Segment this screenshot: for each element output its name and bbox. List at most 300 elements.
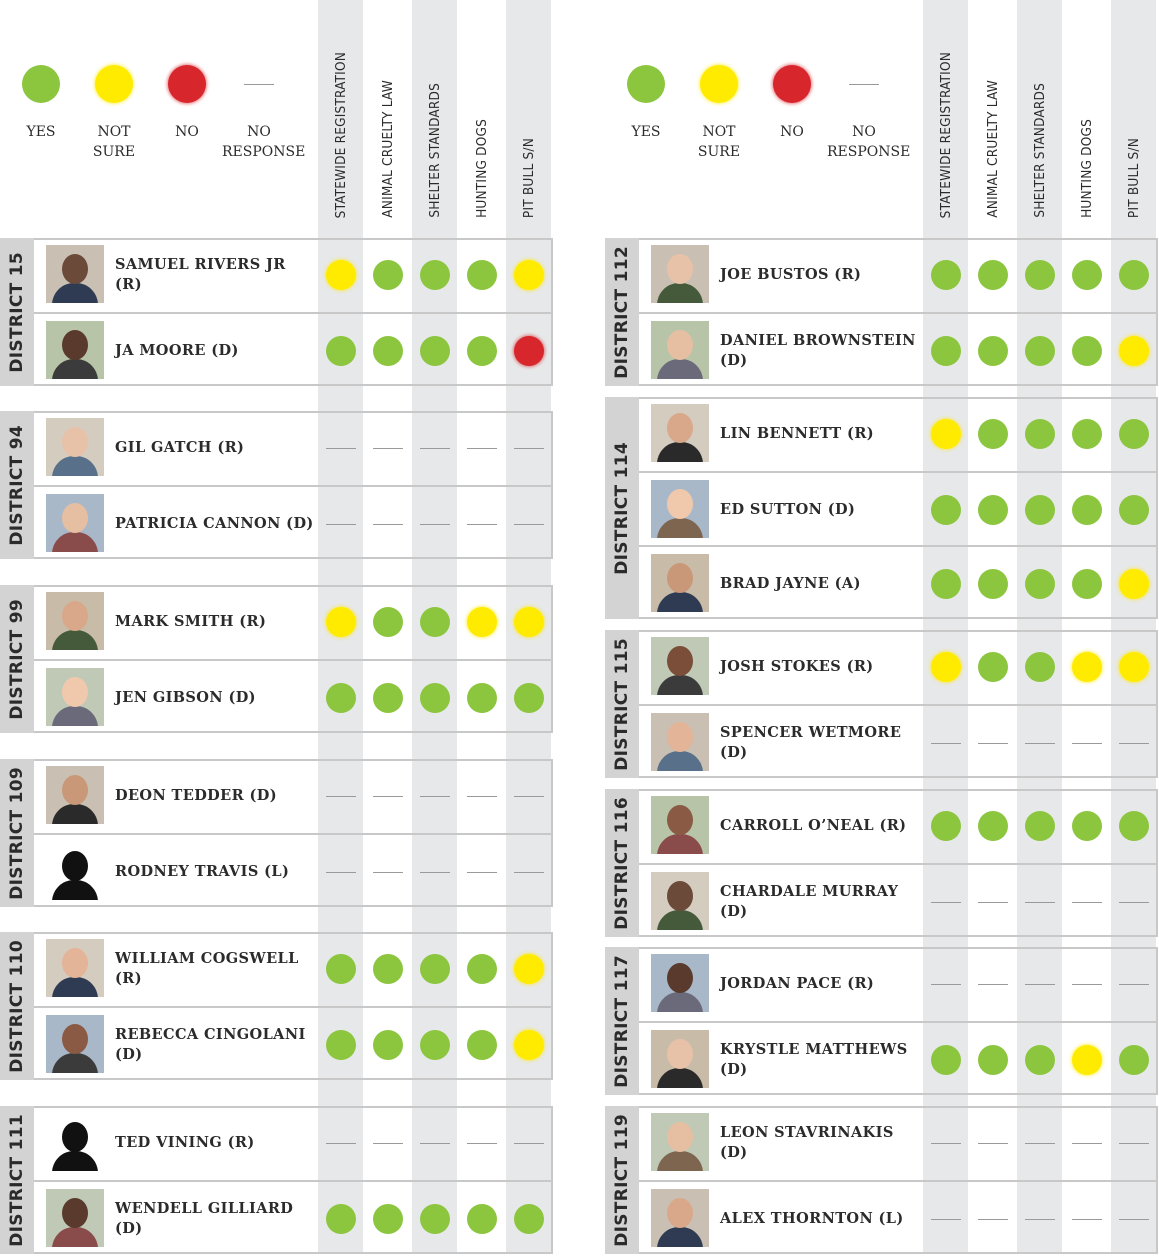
yes-dot (420, 260, 450, 290)
response-cell (318, 759, 363, 833)
candidate-name: JOSH STOKES (R) (720, 658, 874, 675)
candidate-photo (46, 939, 104, 997)
candidate-name: DEON TEDDER (D) (115, 787, 277, 804)
response-cell (506, 238, 551, 312)
district-label-bar (0, 1106, 34, 1254)
yes-dot (326, 1204, 356, 1234)
candidate-name: WENDELL GILLIARD (D) (115, 1200, 294, 1237)
yes-dot (326, 954, 356, 984)
portrait-face (62, 503, 88, 533)
response-cell (970, 238, 1015, 312)
legend-label-line: RESPONSE (222, 144, 306, 160)
yes-dot (931, 336, 961, 366)
portrait-face (667, 963, 693, 993)
column-header (412, 0, 457, 218)
response-cell (506, 661, 551, 735)
candidate-name: SPENCER WETMORE (D) (720, 724, 902, 761)
response-cell (412, 759, 457, 833)
candidate-row (639, 863, 1158, 939)
response-cell (923, 547, 968, 621)
response-cell (1111, 789, 1156, 863)
column-header-label: SHELTER STANDARDS (426, 83, 443, 218)
response-cell (1017, 630, 1062, 704)
portrait-face (667, 881, 693, 911)
response-cell (1111, 1182, 1156, 1256)
portrait-shoulders (52, 630, 98, 650)
legend-item-no (755, 62, 829, 142)
yes-dot (420, 954, 450, 984)
column-header-label: STATEWIDE REGISTRATION (937, 51, 954, 218)
response-cell (970, 547, 1015, 621)
yes-dot (1119, 419, 1149, 449)
yes-dot (931, 569, 961, 599)
candidate-name: GIL GATCH (R) (115, 439, 245, 456)
response-cell (412, 1008, 457, 1082)
no-dot (168, 65, 206, 103)
no-response-dash (849, 84, 879, 85)
legend-item-no-response (222, 62, 306, 162)
district-label-bar (605, 630, 639, 778)
response-cell (1111, 1023, 1156, 1097)
response-cell (1017, 865, 1062, 939)
candidate-name: RODNEY TRAVIS (L) (115, 863, 290, 880)
response-cell (970, 789, 1015, 863)
yes-dot (373, 1030, 403, 1060)
district-label-bar (0, 932, 34, 1080)
yes-dot (978, 260, 1008, 290)
yes-dot (931, 495, 961, 525)
yes-dot (373, 683, 403, 713)
response-cell (506, 411, 551, 485)
no-response-dash (373, 524, 403, 525)
response-cell (1064, 473, 1109, 547)
candidate-photo (46, 592, 104, 650)
yes-dot (1072, 336, 1102, 366)
legend-label-line: NOT (702, 124, 736, 140)
column-header-label: SHELTER STANDARDS (1031, 83, 1048, 218)
response-cell (412, 487, 457, 561)
legend-label (755, 122, 829, 142)
response-cell (365, 411, 410, 485)
yes-dot (467, 683, 497, 713)
candidate-photo (46, 494, 104, 552)
candidate-name: LIN BENNETT (R) (720, 425, 875, 442)
no-response-dash (1072, 902, 1102, 903)
yes-dot (1025, 569, 1055, 599)
response-cell (365, 661, 410, 735)
district-group (605, 789, 1158, 937)
silhouette-body (52, 880, 98, 900)
response-cell (459, 314, 504, 388)
yes-dot (467, 1030, 497, 1060)
portrait-shoulders (657, 1068, 703, 1088)
district-label: DISTRICT 114 (612, 441, 632, 575)
column-header (970, 0, 1015, 218)
portrait-face (667, 1198, 693, 1228)
no-response-dash (244, 84, 274, 85)
portrait-shoulders (52, 359, 98, 379)
response-cell (506, 1182, 551, 1256)
not-sure-dot (700, 65, 738, 103)
legend-label-line: NOT (97, 124, 131, 140)
response-cell (1111, 238, 1156, 312)
response-cell (506, 487, 551, 561)
no-response-dash (978, 984, 1008, 985)
yes-dot (1025, 811, 1055, 841)
response-cell (318, 585, 363, 659)
column-header (506, 0, 551, 218)
not-sure-dot (326, 607, 356, 637)
yes-dot (1119, 260, 1149, 290)
legend-label-line: NO (852, 124, 876, 140)
response-cell (1111, 397, 1156, 471)
response-cell (459, 835, 504, 909)
candidate-photo (651, 245, 709, 303)
response-cell (1064, 238, 1109, 312)
portrait-face (667, 330, 693, 360)
legend-label-line: NO (247, 124, 271, 140)
district-group (0, 759, 553, 907)
no-response-dash (326, 872, 356, 873)
response-cell (412, 314, 457, 388)
response-cell (923, 397, 968, 471)
yes-dot (420, 607, 450, 637)
yes-dot (326, 683, 356, 713)
no-response-dash (1119, 984, 1149, 985)
legend-label-line: NO (780, 124, 804, 140)
legend-label (609, 122, 683, 142)
portrait-face (62, 775, 88, 805)
yes-dot (373, 1204, 403, 1234)
yes-dot (1072, 495, 1102, 525)
candidate-row (639, 947, 1158, 1021)
candidate-photo (651, 554, 709, 612)
yes-dot (931, 1045, 961, 1075)
portrait-face (62, 677, 88, 707)
response-cell (970, 314, 1015, 388)
response-cell (923, 865, 968, 939)
candidate-name: JA MOORE (D) (115, 342, 239, 359)
column-header-label: ANIMAL CRUELTY LAW (984, 80, 1001, 218)
response-cell (1064, 1182, 1109, 1256)
district-label-bar (0, 411, 34, 559)
response-cell (459, 238, 504, 312)
column-header-label: STATEWIDE REGISTRATION (332, 51, 349, 218)
yes-dot (1072, 569, 1102, 599)
column-header-label: HUNTING DOGS (1078, 119, 1095, 218)
no-dot (514, 336, 544, 366)
response-cell (1111, 314, 1156, 388)
response-cell (1017, 1106, 1062, 1180)
column-header (923, 0, 968, 218)
response-cell (412, 238, 457, 312)
candidate-row (639, 789, 1158, 863)
response-cell (506, 759, 551, 833)
not-sure-dot (1072, 652, 1102, 682)
column-header-label: ANIMAL CRUELTY LAW (379, 80, 396, 218)
portrait-shoulders (657, 675, 703, 695)
response-cell (365, 1182, 410, 1256)
response-cell (412, 411, 457, 485)
district-group (605, 947, 1158, 1095)
panel-right (605, 0, 1159, 1254)
response-cell (1017, 473, 1062, 547)
candidate-photo (46, 766, 104, 824)
candidate-row (34, 485, 553, 561)
candidate-row (639, 545, 1158, 621)
legend-item-yes (4, 62, 78, 142)
response-cell (412, 835, 457, 909)
response-cell (412, 585, 457, 659)
legend-item-not-sure (682, 62, 756, 162)
response-cell (970, 1182, 1015, 1256)
portrait-face (62, 601, 88, 631)
response-cell (1064, 547, 1109, 621)
response-cell (970, 865, 1015, 939)
no-response-dash (326, 1143, 356, 1144)
candidate-photo (46, 1189, 104, 1247)
column-header (459, 0, 504, 218)
no-response-dash (1119, 902, 1149, 903)
legend-label-line: YES (26, 124, 56, 140)
portrait-shoulders (657, 834, 703, 854)
no-dot (773, 65, 811, 103)
no-response-dash (931, 902, 961, 903)
yes-dot (420, 336, 450, 366)
response-cell (970, 947, 1015, 1021)
candidate-photo (651, 637, 709, 695)
candidate-row (34, 585, 553, 659)
response-cell (1111, 547, 1156, 621)
response-cell (1064, 1106, 1109, 1180)
portrait-face (667, 805, 693, 835)
response-cell (318, 1008, 363, 1082)
candidate-row (34, 932, 553, 1006)
candidate-row (34, 1180, 553, 1256)
no-response-dash (1025, 1219, 1055, 1220)
no-response-dash (1072, 743, 1102, 744)
no-response-dash (467, 1143, 497, 1144)
candidate-row (34, 411, 553, 485)
response-cell (459, 585, 504, 659)
candidate-photo (46, 321, 104, 379)
yes-dot (514, 1204, 544, 1234)
response-cell (923, 1182, 968, 1256)
portrait-shoulders (657, 442, 703, 462)
column-header-label: PIT BULL S/N (1125, 137, 1142, 218)
no-response-dash (420, 872, 450, 873)
candidate-photo (651, 1030, 709, 1088)
response-cell (506, 932, 551, 1006)
response-cell (1064, 630, 1109, 704)
candidate-name: LEON STAVRINAKIS (D) (720, 1124, 894, 1161)
candidate-row (639, 238, 1158, 312)
district-group (605, 238, 1158, 386)
response-cell (1017, 1182, 1062, 1256)
district-group (605, 1106, 1158, 1254)
response-cell (970, 397, 1015, 471)
district-group (605, 630, 1158, 778)
district-label: DISTRICT 119 (612, 1113, 632, 1247)
no-response-dash (420, 448, 450, 449)
response-cell (459, 487, 504, 561)
response-cell (923, 789, 968, 863)
candidate-row (639, 312, 1158, 388)
response-cell (318, 661, 363, 735)
portrait-shoulders (52, 977, 98, 997)
candidate-name: ALEX THORNTON (L) (720, 1210, 904, 1227)
district-group (0, 932, 553, 1080)
candidate-photo (651, 954, 709, 1012)
no-response-dash (514, 1143, 544, 1144)
response-cell (1017, 238, 1062, 312)
response-cell (1064, 397, 1109, 471)
response-cell (923, 1106, 968, 1180)
response-cell (1064, 1023, 1109, 1097)
district-label: DISTRICT 99 (7, 598, 27, 720)
yes-dot (1025, 495, 1055, 525)
portrait-shoulders (52, 804, 98, 824)
response-cell (506, 1008, 551, 1082)
response-cell (970, 1023, 1015, 1097)
no-response-dash (514, 872, 544, 873)
column-header-label: HUNTING DOGS (473, 119, 490, 218)
legend-label (4, 122, 78, 142)
candidate-name: JEN GIBSON (D) (115, 689, 256, 706)
district-label: DISTRICT 15 (7, 251, 27, 373)
yes-dot (467, 1204, 497, 1234)
not-sure-dot (514, 260, 544, 290)
no-response-dash (1072, 1143, 1102, 1144)
candidate-photo (651, 796, 709, 854)
candidate-photo (651, 480, 709, 538)
portrait-face (62, 948, 88, 978)
not-sure-dot (1119, 652, 1149, 682)
response-cell (923, 238, 968, 312)
district-label: DISTRICT 112 (612, 245, 632, 379)
yes-dot (1025, 1045, 1055, 1075)
yes-dot (978, 336, 1008, 366)
response-cell (318, 835, 363, 909)
legend-label (222, 122, 306, 162)
response-cell (506, 1106, 551, 1180)
response-cell (459, 1106, 504, 1180)
candidate-row (34, 1106, 553, 1180)
no-response-dash (931, 1143, 961, 1144)
no-response-dash (1025, 902, 1055, 903)
not-sure-dot (1119, 569, 1149, 599)
district-label-bar (0, 585, 34, 733)
response-cell (1111, 473, 1156, 547)
yes-dot (420, 1204, 450, 1234)
no-response-dash (1025, 1143, 1055, 1144)
district-label: DISTRICT 116 (612, 796, 632, 930)
candidate-name: PATRICIA CANNON (D) (115, 515, 314, 532)
not-sure-dot (931, 419, 961, 449)
district-label-bar (0, 759, 34, 907)
response-cell (1017, 547, 1062, 621)
candidate-name: BRAD JAYNE (A) (720, 575, 861, 592)
response-cell (923, 947, 968, 1021)
portrait-face (667, 722, 693, 752)
no-response-dash (978, 1219, 1008, 1220)
district-label: DISTRICT 94 (7, 424, 27, 546)
candidate-name: KRYSTLE MATTHEWS (D) (720, 1041, 908, 1078)
yes-dot (1025, 336, 1055, 366)
response-cell (970, 630, 1015, 704)
legend-item-no-response (827, 62, 911, 162)
no-response-dash (326, 796, 356, 797)
response-cell (365, 932, 410, 1006)
candidate-name: JORDAN PACE (R) (720, 975, 875, 992)
no-response-dash (1072, 984, 1102, 985)
yes-dot (467, 260, 497, 290)
candidate-photo (46, 668, 104, 726)
district-label-bar (605, 1106, 639, 1254)
district-label: DISTRICT 109 (7, 766, 27, 900)
yes-dot (627, 65, 665, 103)
candidate-photo (46, 418, 104, 476)
response-cell (1017, 314, 1062, 388)
legend-label-line: YES (631, 124, 661, 140)
silhouette-head (62, 851, 88, 881)
yes-dot (373, 336, 403, 366)
candidate-row (639, 397, 1158, 471)
district-label: DISTRICT 115 (612, 637, 632, 771)
response-cell (923, 706, 968, 780)
response-cell (970, 473, 1015, 547)
district-group (605, 397, 1158, 619)
no-response-dash (420, 1143, 450, 1144)
yes-dot (1025, 260, 1055, 290)
candidate-photo (651, 321, 709, 379)
portrait-shoulders (657, 283, 703, 303)
candidate-photo (46, 1015, 104, 1073)
district-group (0, 585, 553, 733)
response-cell (1064, 706, 1109, 780)
no-response-dash (373, 1143, 403, 1144)
no-response-dash (931, 984, 961, 985)
yes-dot (931, 260, 961, 290)
portrait-face (667, 1122, 693, 1152)
panel-left (0, 0, 555, 1254)
response-cell (923, 473, 968, 547)
column-header (1017, 0, 1062, 218)
yes-dot (1025, 419, 1055, 449)
response-cell (1017, 789, 1062, 863)
not-sure-dot (514, 607, 544, 637)
response-cell (412, 1182, 457, 1256)
district-group (0, 238, 553, 386)
no-response-dash (1119, 1143, 1149, 1144)
no-response-dash (326, 448, 356, 449)
portrait-shoulders (657, 518, 703, 538)
no-response-dash (326, 524, 356, 525)
candidate-row (34, 1006, 553, 1082)
legend-item-not-sure (77, 62, 151, 162)
response-cell (1111, 630, 1156, 704)
portrait-shoulders (52, 1227, 98, 1247)
response-cell (1111, 706, 1156, 780)
no-response-dash (931, 1219, 961, 1220)
candidate-row (34, 238, 553, 312)
response-cell (1111, 865, 1156, 939)
district-label-bar (605, 789, 639, 937)
legend-label (77, 122, 151, 162)
response-cell (459, 1008, 504, 1082)
response-cell (970, 706, 1015, 780)
no-response-dash (420, 796, 450, 797)
